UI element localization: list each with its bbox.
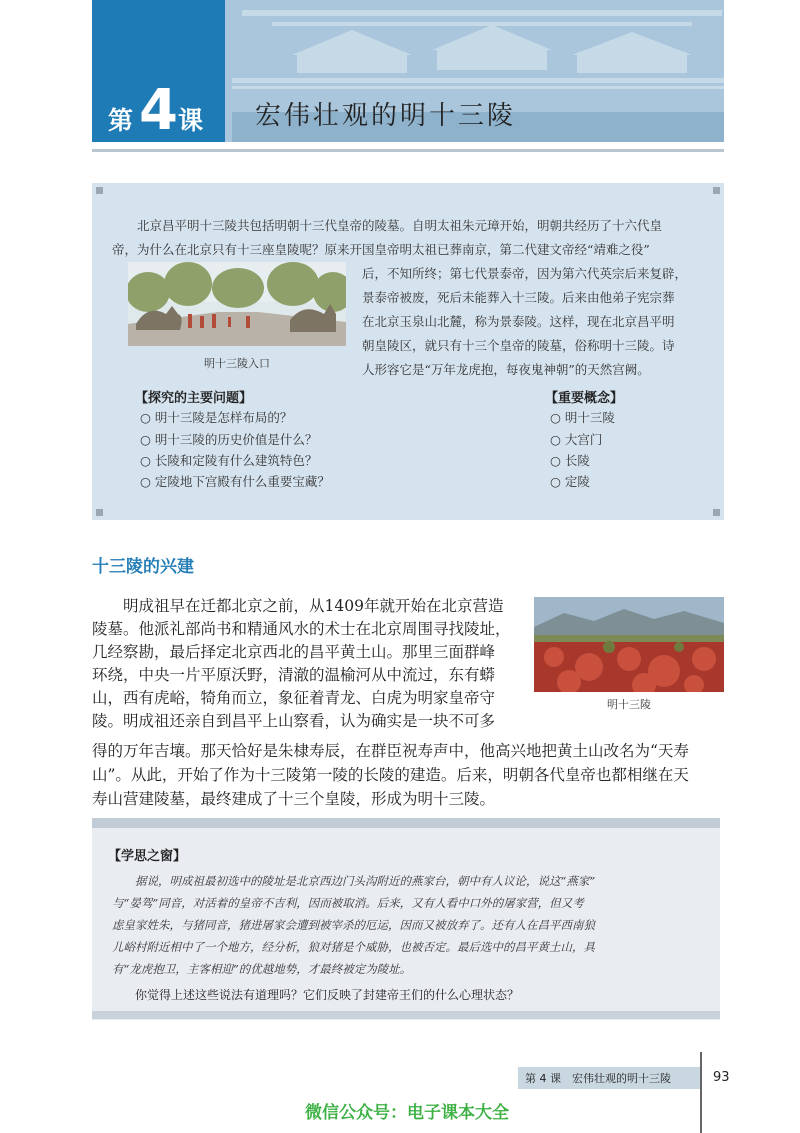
lesson-title: 宏伟壮观的明十三陵 — [255, 101, 517, 131]
corner-mark — [96, 509, 103, 516]
tomb-entrance-photo — [128, 262, 346, 346]
footer-running-title: 第 4 课 宏伟壮观的明十三陵 — [525, 1072, 671, 1085]
questions-heading: 【探究的主要问题】 — [135, 391, 253, 406]
intro-line: 北京昌平明十三陵共包括明朝十三代皇帝的陵墓。自明太祖朱元璋开始，明朝共经历了十六代皇 — [137, 218, 663, 233]
photo-caption: 明十三陵入口 — [204, 357, 270, 370]
body-line: 寿山营建陵墓，最终建成了十三个皇陵，形成为明十三陵。 — [92, 790, 496, 808]
thinking-question: 你觉得上述这些说法有道理吗？它们反映了封建帝王们的什么心理状态？ — [135, 988, 520, 1002]
intro-line: 人形容它是“万年龙虎抱，每夜鬼神朝”的天然宫阙。 — [362, 362, 650, 377]
thinking-window-bottom-bar — [92, 1011, 720, 1019]
header-divider — [92, 149, 724, 152]
body-line: 山，西有虎峪，犄角而立，象征着青龙、白虎为明家皇帝守 — [92, 689, 496, 707]
page-number: 93 — [713, 1070, 730, 1085]
body-line: 几经察勘，最后择定北京西北的昌平黄土山。那里三面群峰 — [92, 643, 496, 661]
intro-line: 景泰帝被废，死后未能葬入十三陵。后来由他弟子宪宗葬 — [362, 290, 675, 305]
concept-item: ○ 长陵 — [550, 453, 590, 468]
body-line: 陵墓。他派礼部尚书和精通风水的术士在北京周围寻找陵址， — [92, 620, 511, 638]
lesson-prefix: 第 — [108, 106, 134, 135]
thinking-line: 有“龙虎抱卫，主客相迎”的优越地势，才最终被定为陵址。 — [112, 962, 412, 976]
thinking-window-heading: 【学思之窗】 — [108, 849, 187, 864]
body-line: 陵。明成祖还亲自到昌平上山察看，认为确实是一块不可多 — [92, 712, 496, 730]
concept-item: ○ 明十三陵 — [550, 410, 615, 425]
photo-caption: 明十三陵 — [607, 698, 651, 711]
thinking-line: 据说，明成祖最初选中的陵址是北京西边门头沟附近的燕家台，朝中有人议论，说这“燕家” — [112, 874, 596, 888]
intro-line: 在北京玉泉山北麓，称为景泰陵。这样，现在北京昌平明 — [362, 314, 675, 329]
question-item: ○ 明十三陵的历史价值是什么？ — [140, 432, 318, 447]
concept-item: ○ 大宫门 — [550, 432, 603, 447]
body-line: 环绕，中央一片平原沃野，清澈的温榆河从中流过，东有蟒 — [92, 666, 496, 684]
question-item: ○ 长陵和定陵有什么建筑特色？ — [140, 453, 318, 468]
thinking-window-top-bar — [92, 818, 720, 828]
body-line: 得的万年吉壤。那天恰好是朱棣寿辰，在群臣祝寿声中，他高兴地把黄土山改名为“天寿 — [92, 742, 689, 760]
intro-line: 帝，为什么在北京只有十三座皇陵呢？原来开国皇帝明太祖已葬南京，第二代建文帝经“靖难之役” — [112, 242, 650, 257]
corner-mark — [713, 187, 720, 194]
watermark-text: 微信公众号：电子课本大全 — [305, 1103, 509, 1123]
question-item: ○ 定陵地下宫殿有什么重要宝藏？ — [140, 474, 330, 489]
lesson-suffix: 课 — [178, 106, 204, 135]
intro-line: 后，不知所终；第七代景泰帝，因为第六代英宗后来复辟， — [362, 266, 688, 281]
intro-side-text — [362, 262, 710, 382]
body-line: 山”。从此，开始了作为十三陵第一陵的长陵的建造。后来，明朝各代皇帝也都相继在天 — [92, 766, 689, 784]
footer-divider — [700, 1052, 702, 1133]
body-line: 明成祖早在迁都北京之前，从1409年就开始在北京营造 — [92, 597, 504, 615]
concept-item: ○ 定陵 — [550, 474, 590, 489]
corner-mark — [713, 509, 720, 516]
concepts-heading: 【重要概念】 — [545, 391, 624, 406]
lesson-number-digit: 4 — [139, 78, 176, 143]
intro-paragraph — [112, 214, 710, 262]
thinking-line: 虑皇家姓朱，与猪同音，猪进屠家会遭到被宰杀的厄运，因而又被放弃了。还有人在昌平西南狼 — [112, 918, 595, 932]
question-item: ○ 明十三陵是怎样布局的？ — [140, 410, 293, 425]
thinking-line: 与“晏驾”同音，对活着的皇帝不吉利，因而被取消。后来，又有人看中口外的屠家营，但又考 — [112, 896, 584, 910]
corner-mark — [96, 187, 103, 194]
section-title: 十三陵的兴建 — [92, 557, 194, 577]
thinking-line: 儿峪村附近相中了一个地方，经分析，狼对猪是个威胁，也被否定。最后选中的昌平黄土山，具 — [112, 940, 595, 954]
ming-tombs-photo — [534, 597, 724, 692]
intro-line: 朝皇陵区，就只有十三个皇帝的陵墓，俗称明十三陵。诗 — [362, 338, 675, 353]
